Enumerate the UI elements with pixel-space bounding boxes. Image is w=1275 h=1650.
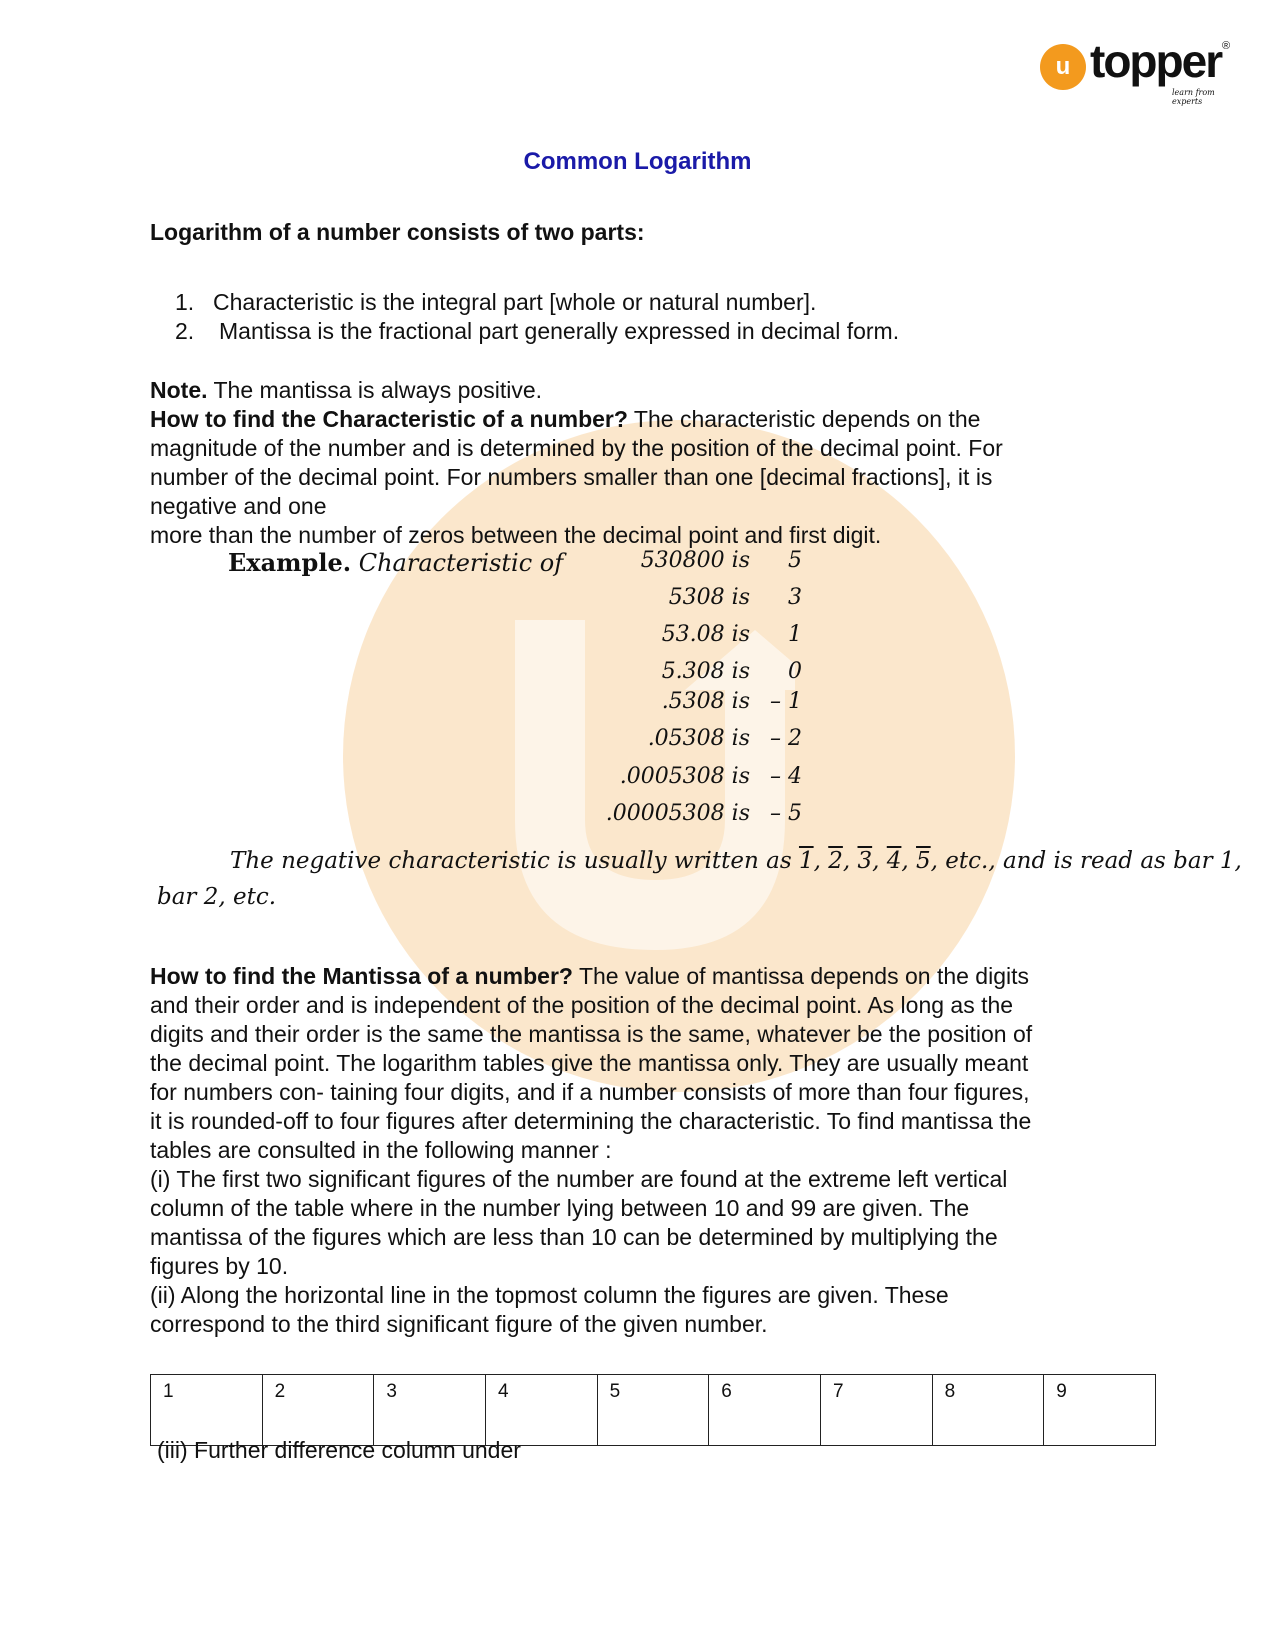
bar-number: 2: [828, 848, 843, 874]
page-title: Common Logarithm: [523, 148, 752, 175]
example-characteristic: – 2: [770, 726, 802, 751]
mantissa-line: column of the table where in the number lying between 10 and 99 are given. The: [150, 1195, 970, 1221]
characteristic-line-1: How to find the Characteristic of a number? The characteristic depends on the: [150, 406, 981, 432]
example-number: 53.08 is: [661, 622, 750, 647]
note-line: Note. The mantissa is always positive.: [150, 377, 542, 403]
characteristic-section: [150, 376, 1150, 550]
footer-line: (iii) Further difference column under: [157, 1437, 521, 1463]
table-cell: 1: [151, 1375, 263, 1446]
list-item: 2. Mantissa is the fractional part generally expressed in decimal form.: [175, 318, 900, 344]
bar-number: 3: [857, 848, 873, 874]
mantissa-body: [150, 991, 1160, 1339]
registered-mark: ®: [1222, 40, 1231, 52]
example-characteristic: – 1: [770, 689, 802, 714]
table-cell: 8: [932, 1375, 1044, 1446]
list-item: 1. Characteristic is the integral part [whole or natural number].: [175, 289, 817, 315]
characteristic-line-5: more than the number of zeros between the decimal point and first digit.: [150, 522, 882, 548]
table-row: [151, 1375, 1156, 1446]
table-cell: 3: [374, 1375, 486, 1446]
table-cell: 2: [262, 1375, 374, 1446]
example-characteristic: – 4: [770, 764, 802, 789]
table-cell: 7: [820, 1375, 932, 1446]
mantissa-line: (ii) Along the horizontal line in the topmost column the figures are given. These: [150, 1282, 949, 1308]
example-characteristic: 5: [788, 548, 802, 573]
mantissa-line: for numbers con- taining four digits, and if a number consists of more than four figures,: [150, 1079, 1030, 1105]
mantissa-section: [150, 962, 1160, 1339]
example-characteristic: 0: [788, 659, 802, 684]
mantissa-line: it is rounded-off to four figures after determining the characteristic. To find mantissa the: [150, 1108, 1032, 1134]
mantissa-line: digits and their order is the same the mantissa is the same, whatever be the position of: [150, 1021, 1033, 1047]
example-label: Example. Characteristic of: [228, 548, 564, 577]
table-cell: 6: [709, 1375, 821, 1446]
characteristic-line-3: number of the decimal point. For numbers smaller than one [decimal fractions], it is: [150, 464, 993, 490]
topper-logo: [1040, 35, 1240, 106]
negative-note: The negative characteristic is usually written as 1, 2, 3, 4, 5, etc., and is read as bar 1,: [230, 848, 1242, 874]
logo-icon: u: [1040, 44, 1086, 90]
negative-note-line-2: bar 2, etc.: [157, 884, 277, 910]
example-number: 530800 is: [640, 548, 750, 573]
logo-tagline: learn from experts: [1172, 88, 1215, 106]
example-number: .05308 is: [647, 726, 750, 751]
example-number: .00005308 is: [605, 801, 750, 826]
mantissa-line: and their order and is independent of the position of the decimal point. As long as the: [150, 992, 1014, 1018]
characteristic-line-2: magnitude of the number and is determined by the position of the decimal point. For: [150, 435, 1003, 461]
mantissa-line: tables are consulted in the following manner :: [150, 1137, 612, 1163]
bar-numbers: 1, 2, 3, 4, 5: [798, 848, 931, 874]
bar-number: 1: [798, 848, 814, 874]
bar-number: 4: [886, 848, 902, 874]
table-cell: 5: [597, 1375, 709, 1446]
characteristic-line-4: negative and one: [150, 493, 327, 519]
bar-number: 5: [916, 848, 931, 874]
example-characteristic: – 5: [770, 801, 802, 826]
example-number: .5308 is: [661, 689, 750, 714]
example-characteristic: 3: [788, 585, 802, 610]
example-characteristic: 1: [788, 622, 802, 647]
table-cell: 4: [485, 1375, 597, 1446]
mantissa-line-1: How to find the Mantissa of a number? The value of mantissa depends on the digits: [150, 963, 1029, 989]
mantissa-line: (i) The first two significant figures of the number are found at the extreme left vertical: [150, 1166, 1008, 1192]
mantissa-line: the decimal point. The logarithm tables give the mantissa only. They are usually meant: [150, 1050, 1029, 1076]
mantissa-line: figures by 10.: [150, 1253, 289, 1279]
table-cell: 9: [1044, 1375, 1156, 1446]
mantissa-line: mantissa of the figures which are less than 10 can be determined by multiplying the: [150, 1224, 998, 1250]
example-number: .0005308 is: [619, 764, 750, 789]
example-number: 5.308 is: [661, 659, 750, 684]
parts-list: [175, 288, 899, 346]
intro-heading: Logarithm of a number consists of two parts:: [150, 219, 645, 245]
example-number: 5308 is: [668, 585, 750, 610]
logo-name: topper: [1090, 35, 1222, 87]
mantissa-line: correspond to the third significant figure of the given number.: [150, 1311, 768, 1337]
